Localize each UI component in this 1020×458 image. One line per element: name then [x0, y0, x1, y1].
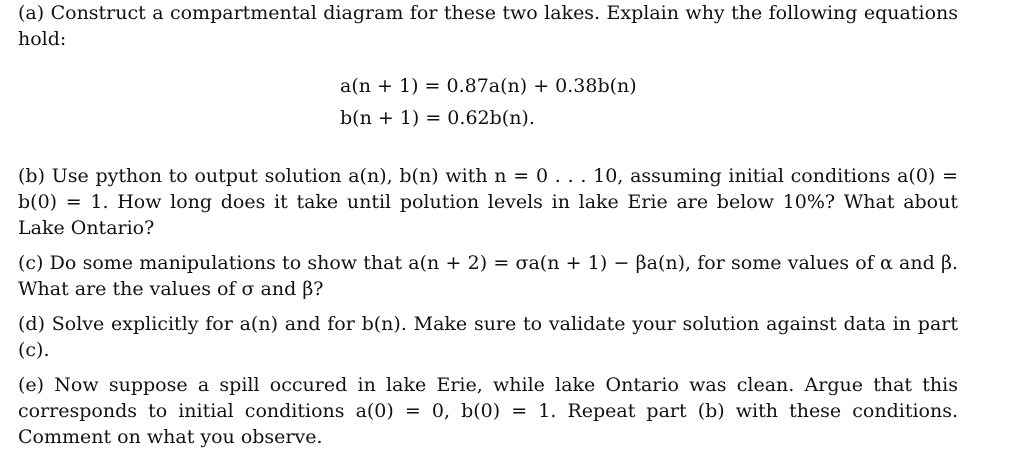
part-b-text: (b) Use python to output solution a(n), b(n) with n = 0 . . . 10, assuming initial conditions a(0) = b(0) = 1. How long does it take until polution levels in lake Erie are below 10%? What about Lake Ontario?: [18, 165, 958, 239]
equation-a: a(n + 1) = 0.87a(n) + 0.38b(n): [340, 75, 637, 97]
part-a-text: (a) Construct a compartmental diagram for these two lakes. Explain why the following equations hold:: [18, 2, 958, 50]
part-d-text: (d) Solve explicitly for a(n) and for b(n). Make sure to validate your solution against data in part (c).: [18, 313, 958, 361]
part-c-text: (c) Do some manipulations to show that a(n + 2) = σa(n + 1) − βa(n), for some values of α and β. What are the values of σ and β?: [18, 252, 958, 300]
equation-b: b(n + 1) = 0.62b(n).: [340, 107, 535, 129]
equation-block: [340, 70, 637, 134]
part-e-text: (e) Now suppose a spill occured in lake Erie, while lake Ontario was clean. Argue that this corresponds to initial conditions a(0) = 0, b(0) = 1. Repeat part (b) with these conditions. Comment on what you observe.: [18, 374, 958, 448]
